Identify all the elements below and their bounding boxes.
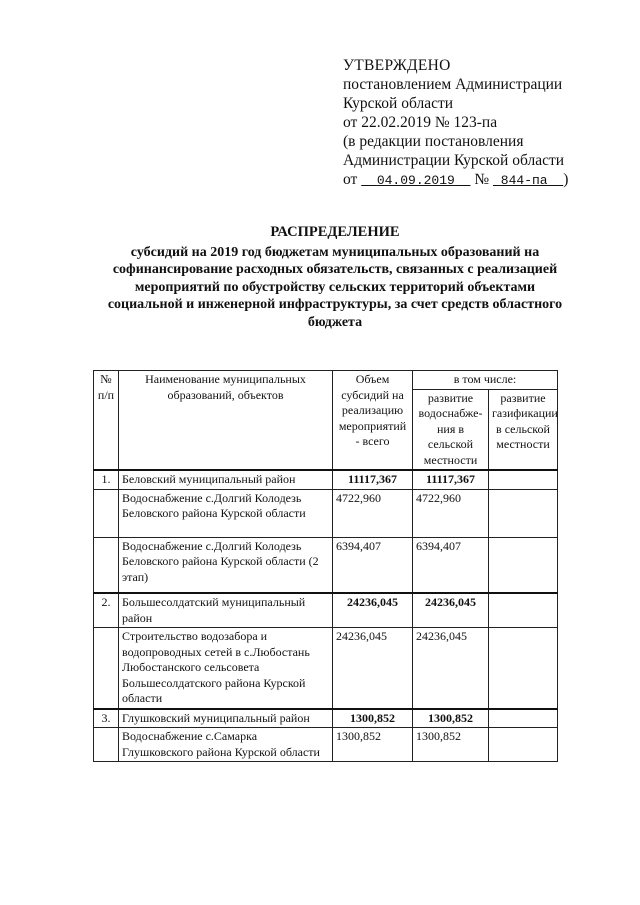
row-volume: 4722,960 xyxy=(333,489,413,537)
row-volume: 6394,407 xyxy=(333,537,413,593)
row-volume: 24236,045 xyxy=(333,593,413,628)
header-volume: Объем субсидий на реализацию мероприятий - всего xyxy=(333,371,413,471)
row-num: 2. xyxy=(94,593,119,628)
approval-title: УТВЕРЖДЕНО xyxy=(343,57,451,74)
approval-line-5: Администрации Курской области xyxy=(343,152,565,169)
row-water: 1300,852 xyxy=(413,709,489,728)
row-gas xyxy=(489,709,558,728)
row-volume: 24236,045 xyxy=(333,628,413,709)
row-volume: 1300,852 xyxy=(333,709,413,728)
approval-close-paren: ) xyxy=(563,171,569,188)
header-including: в том числе: xyxy=(413,371,558,390)
row-gas xyxy=(489,537,558,593)
row-num: 1. xyxy=(94,470,119,489)
table-row xyxy=(94,537,558,593)
table-row-district xyxy=(94,593,558,628)
header-water: развитие водоснабже-ния в сельской местности xyxy=(413,389,489,470)
row-num xyxy=(94,628,119,709)
row-num xyxy=(94,489,119,537)
row-water: 11117,367 xyxy=(413,470,489,489)
header-num: № п/п xyxy=(94,371,119,471)
row-name: Водоснабжение с.Самарка Глушковского района Курской области xyxy=(119,728,333,762)
row-name: Большесолдатский муниципальный район xyxy=(119,593,333,628)
header-gas: развитие газификации в сельской местности xyxy=(489,389,558,470)
row-water: 24236,045 xyxy=(413,628,489,709)
row-water: 24236,045 xyxy=(413,593,489,628)
row-name: Водоснабжение с.Долгий Колодезь Беловского района Курской области xyxy=(119,489,333,537)
approval-line-1: постановлением Администрации xyxy=(343,76,563,93)
row-num: 3. xyxy=(94,709,119,728)
row-num xyxy=(94,537,119,593)
approval-number: 844-па xyxy=(500,173,548,188)
row-gas xyxy=(489,728,558,762)
table-row xyxy=(94,728,558,762)
approval-revision-line xyxy=(343,170,633,190)
approval-line-4: (в редакции постановления xyxy=(343,133,524,150)
row-volume: 11117,367 xyxy=(333,470,413,489)
row-gas xyxy=(489,593,558,628)
row-water: 6394,407 xyxy=(413,537,489,593)
approval-stamp xyxy=(343,56,633,190)
document-subtitle-line-2: софинансирование расходных обязательств, связанных с реализацией xyxy=(112,262,558,277)
row-gas xyxy=(489,470,558,489)
row-volume: 1300,852 xyxy=(333,728,413,762)
approval-line-3: от 22.02.2019 № 123-па xyxy=(343,114,498,131)
subsidy-table xyxy=(93,370,558,762)
row-name: Беловский муниципальный район xyxy=(119,470,333,489)
row-gas xyxy=(489,628,558,709)
document-subtitle-line-5: бюджета xyxy=(307,314,363,330)
row-name: Строительство водозабора и водопроводных сетей в с.Любостань Любостанского сельсовета Большесолдатского района Курской области xyxy=(119,628,333,709)
document-subtitle-line-3: мероприятий по обустройству сельских территорий объектами xyxy=(134,279,536,295)
approval-number-label: № xyxy=(474,171,490,188)
table-row-district xyxy=(94,470,558,489)
approval-date: 04.09.2019 xyxy=(376,173,455,188)
row-num xyxy=(94,728,119,762)
approval-line-2: Курской области xyxy=(343,95,454,112)
document-subtitle-line-1: субсидий на 2019 год бюджетам муниципальных образований на xyxy=(130,244,540,260)
row-name: Глушковский муниципальный район xyxy=(119,709,333,728)
row-water: 4722,960 xyxy=(413,489,489,537)
table-row xyxy=(94,489,558,537)
approval-from-label: от xyxy=(343,171,358,188)
row-name: Водоснабжение с.Долгий Колодезь Беловского района Курской области (2 этап) xyxy=(119,537,333,593)
row-gas xyxy=(489,489,558,537)
table-row xyxy=(94,628,558,709)
row-water: 1300,852 xyxy=(413,728,489,762)
document-heading xyxy=(90,224,580,331)
document-subtitle-line-4: социальной и инженерной инфраструктуры, за счет средств областного xyxy=(107,297,563,312)
table-row-district xyxy=(94,709,558,728)
header-name: Наименование муниципальных образований, объектов xyxy=(119,371,333,471)
document-title: РАСПРЕДЕЛЕНИЕ xyxy=(270,224,400,240)
